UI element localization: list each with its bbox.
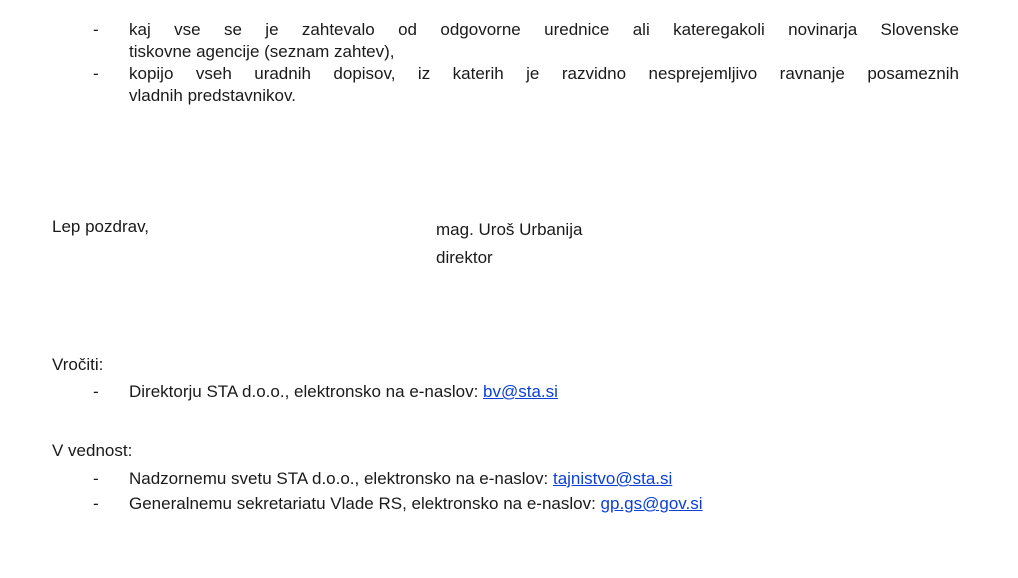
list-dash: - — [93, 382, 99, 401]
list-item — [0, 466, 703, 491]
recipient-text: Generalnemu sekretariatu Vlade RS, elektronsko na e-naslov: — [129, 494, 601, 513]
list-item — [0, 63, 959, 107]
request-list — [0, 19, 959, 107]
recipient-text: Direktorju STA d.o.o., elektronsko na e-naslov: — [129, 382, 484, 401]
delivery-label: Vročiti: — [52, 355, 104, 374]
signatory-name: mag. Uroš Urbanija — [436, 220, 583, 239]
cc-label: V vednost: — [52, 441, 133, 460]
list-item-line: kaj vse se je zahtevalo od odgovorne urednice ali kateregakoli novinarja Slovenske — [129, 20, 959, 39]
list-item — [0, 19, 959, 63]
list-item-line: vladnih predstavnikov. — [129, 86, 296, 105]
list-dash: - — [93, 469, 99, 488]
delivery-list — [0, 381, 558, 403]
email-link[interactable]: gp.gs@gov.si — [600, 494, 703, 513]
list-item — [0, 381, 558, 403]
recipient-text: Nadzornemu svetu STA d.o.o., elektronsko na e-naslov: — [129, 469, 553, 488]
list-item-line: tiskovne agencije (seznam zahtev), — [129, 42, 395, 61]
signatory-title: direktor — [436, 248, 493, 267]
list-dash: - — [93, 20, 99, 39]
email-link[interactable]: tajnistvo@sta.si — [552, 469, 673, 488]
list-item — [0, 491, 703, 516]
greeting: Lep pozdrav, — [52, 217, 150, 236]
cc-list — [0, 466, 703, 516]
email-link[interactable]: bv@sta.si — [483, 382, 558, 401]
signature-block — [436, 216, 582, 272]
list-item-line: kopijo vseh uradnih dopisov, iz katerih je razvidno nesprejemljivo ravnanje posameznih — [129, 64, 959, 83]
list-dash: - — [93, 494, 99, 513]
list-dash: - — [93, 64, 99, 83]
